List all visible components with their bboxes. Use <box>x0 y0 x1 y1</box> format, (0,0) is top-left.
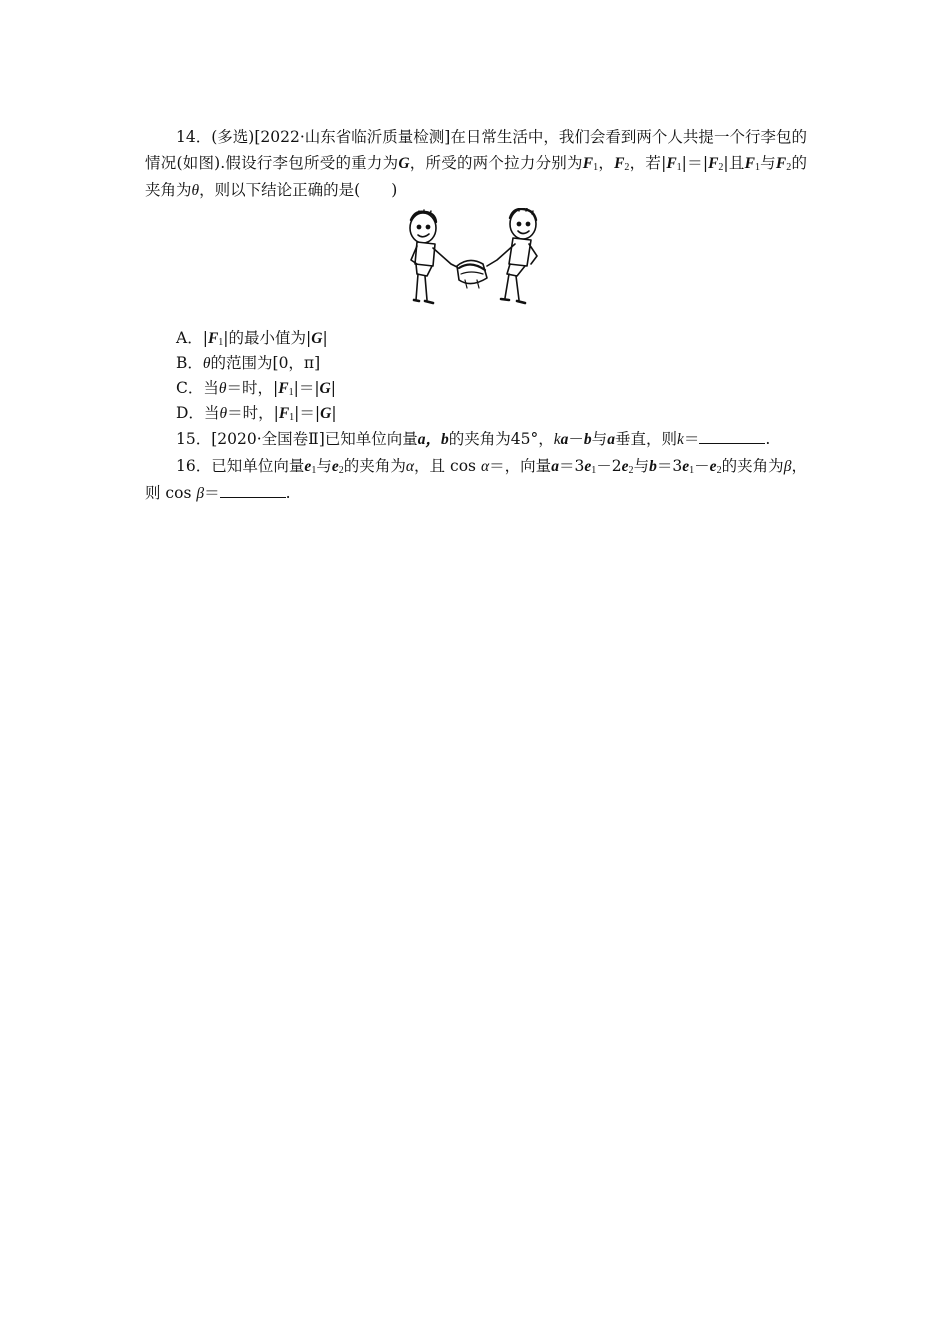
q14-text-7: 与 <box>759 154 776 172</box>
q15-minus: － <box>568 430 584 448</box>
q16-text-5: ＝，向量 <box>489 457 552 475</box>
option-A-mid: |的最小值为| <box>223 329 312 347</box>
sub-2: 2 <box>624 162 630 173</box>
beta: β <box>196 485 205 502</box>
vector-e: e <box>682 458 690 475</box>
option-C-mid2: |＝| <box>293 379 320 397</box>
option-B-label: B． <box>176 354 203 372</box>
q15-number: 15． <box>176 430 212 448</box>
q15-tag: [2020·全国卷Ⅱ] <box>211 430 325 448</box>
option-D-mid2: |＝| <box>294 404 321 422</box>
q14-number: 14． <box>176 128 212 146</box>
q16-text-1: 已知单位向量 <box>211 457 305 475</box>
option-A <box>176 326 807 351</box>
q16-minus2: －2 <box>596 457 622 475</box>
option-B-mid: 的范围为[0，π] <box>210 354 321 372</box>
vector-e: e <box>709 458 717 475</box>
q16-answer-blank[interactable] <box>220 483 286 498</box>
content <box>145 124 807 507</box>
sub-2: 2 <box>718 162 724 173</box>
alpha: α <box>480 458 490 475</box>
q16-text-8: ，则 cos <box>145 457 807 502</box>
q14-text-5: |＝| <box>681 154 709 172</box>
vector-G: G <box>320 405 332 422</box>
q16-eq3: ＝3 <box>656 457 683 475</box>
q16-end: . <box>285 484 291 502</box>
q15-text-1: 已知单位向量 <box>324 430 418 448</box>
option-C <box>176 376 807 401</box>
sub-2: 2 <box>628 465 634 476</box>
vector-b: b <box>583 431 592 448</box>
theta: θ <box>218 380 227 397</box>
sub-1: 1 <box>754 162 760 173</box>
q14-text-1: 在日常生活中，我们会看到两个人共提一个行李包的情况(如图).假设行李包所受的重力为 <box>145 128 807 172</box>
q14-tag: (多选)[2022·山东省临沂质量检测] <box>211 128 451 146</box>
q16-text-7: 的夹角为 <box>721 457 784 475</box>
q15-text-2: 的夹角为45°， <box>448 430 554 448</box>
q14-text-6: |且 <box>723 154 745 172</box>
option-A-pre: | <box>202 329 208 347</box>
option-C-end: | <box>330 379 336 397</box>
q14-text-3: ， <box>598 154 615 172</box>
figure-two-people-carrying-bag <box>145 208 807 320</box>
q15-end: . <box>765 430 771 448</box>
option-D-pre: 当 <box>203 404 220 422</box>
two-people-carrying-bag-illustration <box>401 208 551 316</box>
q16-text-3: 的夹角为 <box>343 457 406 475</box>
sub-1: 1 <box>689 465 695 476</box>
question-14 <box>145 124 807 204</box>
vector-e: e <box>621 458 629 475</box>
q14-text-4: ，若| <box>629 154 667 172</box>
vector-F: F <box>708 155 719 172</box>
q14-text-2: ，所受的两个拉力分别为 <box>409 154 583 172</box>
option-B <box>176 351 807 376</box>
q14-text-9: ，则以下结论正确的是( ) <box>199 181 398 199</box>
q16-text-6: 与 <box>633 457 650 475</box>
option-A-label: A． <box>176 329 203 347</box>
question-15 <box>145 426 807 453</box>
option-D-end: | <box>331 404 337 422</box>
vector-F: F <box>744 155 755 172</box>
vector-F: F <box>614 155 625 172</box>
vector-F: F <box>582 155 594 172</box>
vector-b: b <box>649 458 657 475</box>
vector-e: e <box>584 458 592 475</box>
sub-2: 2 <box>716 465 722 476</box>
sub-2: 2 <box>338 465 344 476</box>
q16-text-4: ，且 cos <box>414 457 481 475</box>
question-16 <box>145 453 807 507</box>
q16-text-9: ＝ <box>204 484 220 502</box>
sub-1: 1 <box>288 387 294 398</box>
vector-a: a <box>417 431 426 448</box>
sub-1: 1 <box>593 162 599 173</box>
q16-minus: － <box>694 457 710 475</box>
option-D-label: D． <box>176 404 204 422</box>
q15-answer-blank[interactable] <box>699 429 765 444</box>
q14-text-8: 的夹角为 <box>145 154 807 199</box>
vector-F: F <box>666 155 677 172</box>
vector-F: F <box>278 405 290 422</box>
vector-G: G <box>398 155 410 172</box>
option-A-end: | <box>322 329 328 347</box>
q16-text-2: 与 <box>316 457 332 475</box>
vector-F: F <box>207 330 219 347</box>
vector-F: F <box>278 380 289 397</box>
vector-G: G <box>311 330 323 347</box>
sub-1: 1 <box>591 465 597 476</box>
q15-text-5: ＝ <box>683 430 700 448</box>
option-D <box>176 401 807 426</box>
sub-1: 1 <box>218 337 224 348</box>
theta: θ <box>191 182 200 199</box>
theta: θ <box>219 405 228 422</box>
var-k: k <box>553 431 561 448</box>
option-C-pre: 当 <box>203 379 219 397</box>
vector-a: a <box>551 458 559 475</box>
vector-e: e <box>331 458 339 475</box>
beta: β <box>783 458 792 475</box>
theta: θ <box>202 355 211 372</box>
option-D-mid: ＝时，| <box>227 404 279 422</box>
sub-1: 1 <box>289 412 295 423</box>
vector-a: a <box>560 431 569 448</box>
alpha: α <box>405 458 415 475</box>
sub-1: 1 <box>676 162 682 173</box>
vector-a: a <box>607 431 615 448</box>
q15-text-3: 与 <box>591 430 608 448</box>
option-C-label: C． <box>176 379 204 397</box>
vector-b: b <box>441 431 449 448</box>
option-C-mid: ＝时，| <box>226 379 279 397</box>
q15-comma: ， <box>425 431 442 448</box>
vector-F: F <box>775 155 787 172</box>
sub-1: 1 <box>311 465 317 476</box>
vector-G: G <box>319 380 331 397</box>
sub-2: 2 <box>786 162 792 173</box>
q15-text-4: 垂直，则 <box>614 430 677 448</box>
q16-number: 16． <box>176 457 212 475</box>
var-k: k <box>676 431 684 448</box>
vector-e: e <box>304 458 312 475</box>
q16-eq3: ＝3 <box>558 457 585 475</box>
